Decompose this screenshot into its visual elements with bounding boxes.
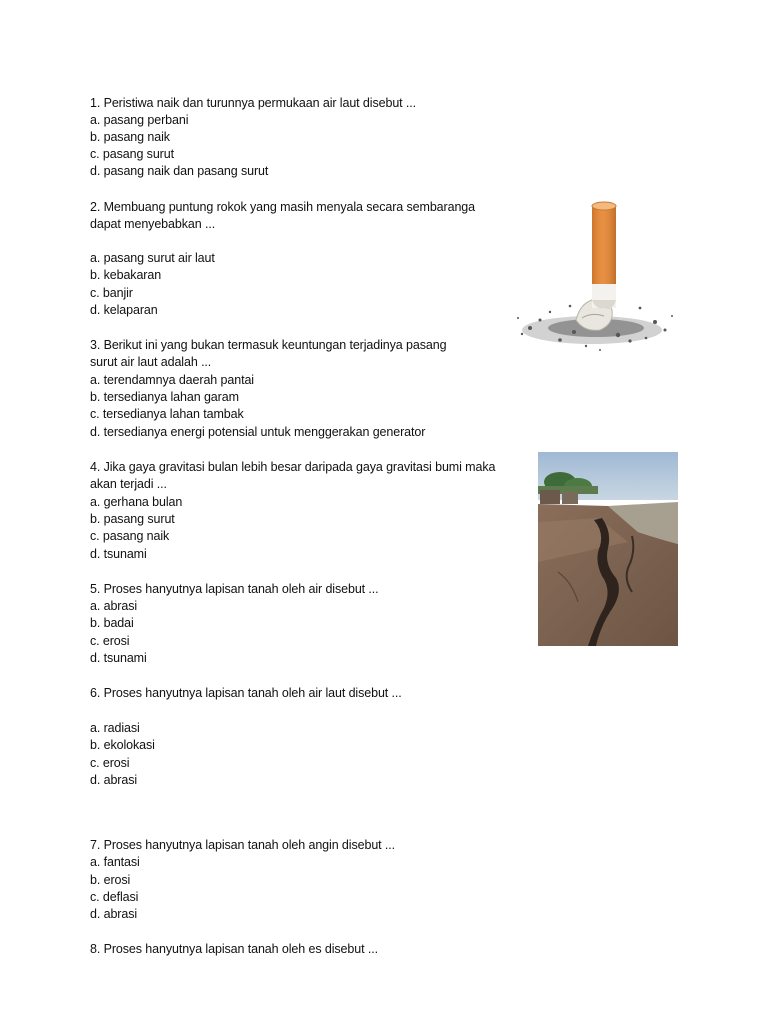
question-1-option-c: c. pasang surut xyxy=(90,147,174,161)
question-1-text: 1. Peristiwa naik dan turunnya permukaan air laut disebut ... xyxy=(90,96,417,110)
question-6-option-c: c. erosi xyxy=(90,756,130,770)
question-2-option-b: b. kebakaran xyxy=(90,268,162,282)
question-5-option-b: b. badai xyxy=(90,616,134,630)
question-2-option-d: d. kelaparan xyxy=(90,303,158,317)
question-1-option-d: d. pasang naik dan pasang surut xyxy=(90,164,269,178)
question-7-option-a: a. fantasi xyxy=(90,855,140,869)
question-4-option-d: d. tsunami xyxy=(90,547,147,561)
question-3-option-d: d. tersedianya energi potensial untuk menggerakan generator xyxy=(90,425,426,439)
question-3-option-b: b. tersedianya lahan garam xyxy=(90,390,239,404)
question-1-option-a: a. pasang perbani xyxy=(90,113,189,127)
question-5-option-a: a. abrasi xyxy=(90,599,138,613)
question-4-option-c: c. pasang naik xyxy=(90,529,170,543)
question-3-option-c: c. tersedianya lahan tambak xyxy=(90,407,244,421)
question-7-option-b: b. erosi xyxy=(90,873,131,887)
eroded-shoreline-image xyxy=(538,452,678,646)
question-6-option-b: b. ekolokasi xyxy=(90,738,155,752)
question-2-text-line-1: 2. Membuang puntung rokok yang masih menyala secara sembaranga xyxy=(90,200,475,214)
question-5-option-d: d. tsunami xyxy=(90,651,147,665)
question-5-option-c: c. erosi xyxy=(90,634,130,648)
question-4-text-line-2: akan terjadi ... xyxy=(90,477,167,491)
question-5-text: 5. Proses hanyutnya lapisan tanah oleh air disebut ... xyxy=(90,582,379,596)
question-4-option-b: b. pasang surut xyxy=(90,512,175,526)
question-2-option-c: c. banjir xyxy=(90,286,133,300)
question-2-text-line-2: dapat menyebabkan ... xyxy=(90,217,216,231)
question-6-option-d: d. abrasi xyxy=(90,773,138,787)
question-3-text-line-2: surut air laut adalah ... xyxy=(90,355,212,369)
question-7-option-c: c. deflasi xyxy=(90,890,139,904)
question-4-option-a: a. gerhana bulan xyxy=(90,495,183,509)
question-1-option-b: b. pasang naik xyxy=(90,130,170,144)
question-6-text: 6. Proses hanyutnya lapisan tanah oleh air laut disebut ... xyxy=(90,686,402,700)
question-3-text-line-1: 3. Berikut ini yang bukan termasuk keuntungan terjadinya pasang xyxy=(90,338,447,352)
question-8-text: 8. Proses hanyutnya lapisan tanah oleh es disebut ... xyxy=(90,942,378,956)
question-6-option-a: a. radiasi xyxy=(90,721,140,735)
cigarette-butt-image xyxy=(500,200,682,362)
question-2-option-a: a. pasang surut air laut xyxy=(90,251,215,265)
question-3-option-a: a. terendamnya daerah pantai xyxy=(90,373,254,387)
question-7-option-d: d. abrasi xyxy=(90,907,138,921)
question-7-text: 7. Proses hanyutnya lapisan tanah oleh angin disebut ... xyxy=(90,838,396,852)
question-4-text-line-1: 4. Jika gaya gravitasi bulan lebih besar daripada gaya gravitasi bumi maka xyxy=(90,460,496,474)
